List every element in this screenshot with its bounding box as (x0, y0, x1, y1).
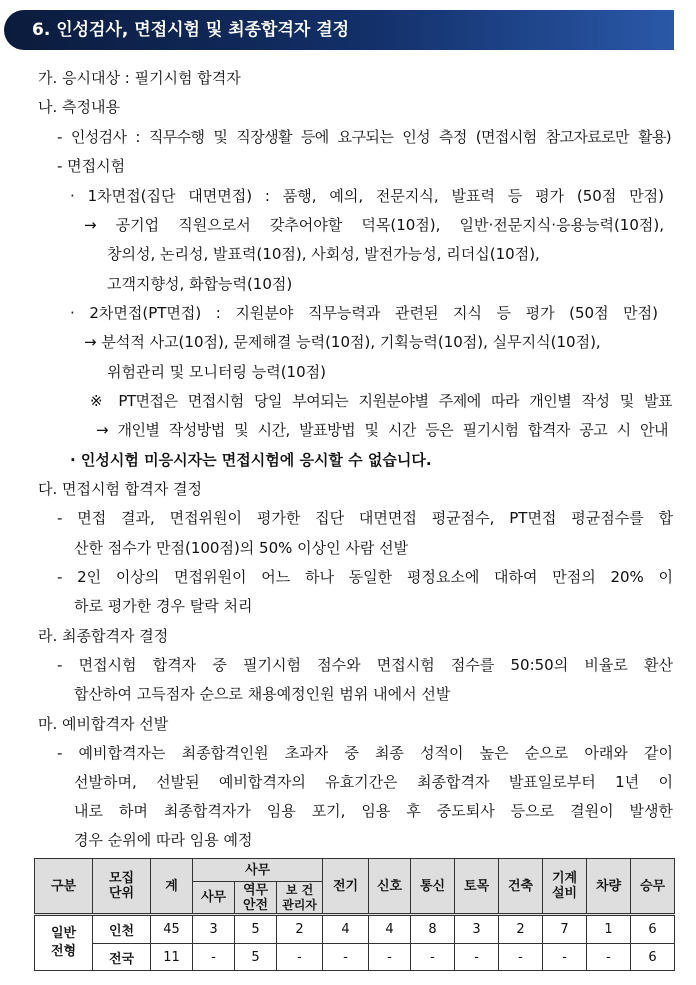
second-interview-line: · 2차면접(PT면접) : 지원분야 직무능력과 관련된 지식 등 평가 (50점 만점) (70, 304, 658, 322)
reserve-rule-d: 경우 순위에 따라 임용 예정 (74, 831, 253, 849)
final-pass-rule-a: - 면접시험 합격자 중 필기시험 점수와 면접시험 점수를 50:50의 비율로 환산 (57, 656, 673, 674)
section-header-bar (4, 10, 674, 50)
pt-note-line: ※ PT면접은 면접시험 당일 부여되는 지원분야별 주제에 따라 개인별 작성 및 발표 (90, 392, 672, 410)
value-cell: 5 (235, 915, 277, 944)
first-interview-criteria-2: 창의성, 논리성, 발표력(10점), 사회성, 발전가능성, 리더십(10점), (107, 245, 540, 263)
reserve-rule-c: 내로 하며 최종합격자가 임용 포기, 임용 후 중도퇴사 등으로 결원이 발생한 (74, 802, 673, 820)
value-cell: 4 (323, 915, 369, 944)
interview-pass-rule-1a: - 면접 결과, 면접위원이 평가한 집단 대면면접 평균점수, PT면접 평균점수를 합 (57, 509, 673, 527)
table-row (35, 915, 675, 944)
value-cell: 5 (235, 944, 277, 971)
value-cell: 1 (587, 915, 631, 944)
header-office-group: 사무 (193, 859, 323, 882)
header-telecom: 통신 (411, 859, 455, 915)
recruitment-quota-table (34, 858, 675, 971)
table-row (35, 944, 675, 971)
value-cell: - (587, 944, 631, 971)
value-cell: 6 (631, 944, 675, 971)
first-interview-criteria-3: 고객지향성, 화합능력(10점) (107, 275, 293, 293)
value-cell: - (369, 944, 411, 971)
first-interview-line: · 1차면접(집단 대면면접) : 품행, 예의, 전문지식, 발표력 등 평가 (50점 만점) (70, 187, 664, 205)
header-health-manager: 보 건 관리자 (277, 882, 323, 915)
header-architecture: 건축 (499, 859, 543, 915)
header-station-safety: 역무 안전 (235, 882, 277, 915)
value-cell: 6 (631, 915, 675, 944)
value-cell: - (277, 944, 323, 971)
reserve-rule-a: - 예비합격자는 최종합격인원 초과자 중 최종 성적이 높은 순으로 아래와 같이 (57, 744, 673, 762)
first-interview-criteria-1: → 공기업 직원으로서 갖추어야할 덕목(10점), 일반·전문지식·응용능력(10점), (84, 216, 664, 234)
reserve-rule-b: 선발하며, 선발된 예비합격자의 유효기간은 최종합격자 발표일로부터 1년 이 (74, 773, 673, 791)
header-crew: 승무 (631, 859, 675, 915)
header-category: 구분 (35, 859, 93, 915)
reserve-heading: 마. 예비합격자 선발 (38, 715, 169, 733)
header-office: 사무 (193, 882, 235, 915)
personality-test-line: - 인성검사 : 직무수행 및 직장생활 등에 요구되는 인성 측정 (면접시험 참고자료로만 활용) (57, 128, 671, 146)
header-electric: 전기 (323, 859, 369, 915)
interview-pass-rule-2b: 하로 평가한 경우 탈락 처리 (74, 597, 253, 615)
header-signal: 신호 (369, 859, 411, 915)
value-cell: - (543, 944, 587, 971)
value-cell: 11 (151, 944, 193, 971)
second-interview-criteria-2: 위험관리 및 모니터링 능력(10점) (107, 363, 326, 381)
header-total: 계 (151, 859, 193, 915)
unit-cell: 전국 (93, 944, 151, 971)
value-cell: - (499, 944, 543, 971)
interview-heading: - 면접시험 (57, 157, 126, 175)
value-cell: 2 (277, 915, 323, 944)
value-cell: - (193, 944, 235, 971)
interview-pass-rule-2a: - 2인 이상의 면접위원이 어느 하나 동일한 평정요소에 대하여 만점의 20% 이 (57, 568, 673, 586)
value-cell: 2 (499, 915, 543, 944)
header-vehicle: 차량 (587, 859, 631, 915)
value-cell: - (323, 944, 369, 971)
second-interview-criteria-1: → 분석적 사고(10점), 문제해결 능력(10점), 기획능력(10점), 실무지식(10점), (84, 333, 601, 351)
value-cell: - (455, 944, 499, 971)
value-cell: 4 (369, 915, 411, 944)
section-title: 6. 인성검사, 면접시험 및 최종합격자 결정 (32, 20, 350, 40)
header-unit: 모집 단위 (93, 859, 151, 915)
interview-pass-rule-1b: 산한 점수가 만점(100점)의 50% 이상인 사람 선발 (74, 539, 409, 557)
notice-bold-line: · 인성시험 미응시자는 면접시험에 응시할 수 없습니다. (70, 451, 432, 469)
header-mechanical: 기계 설비 (543, 859, 587, 915)
value-cell: 3 (455, 915, 499, 944)
interview-pass-heading: 다. 면접시험 합격자 결정 (38, 480, 202, 498)
value-cell: - (411, 944, 455, 971)
value-cell: 7 (543, 915, 587, 944)
header-civil: 토목 (455, 859, 499, 915)
measurement-heading: 나. 측정내용 (38, 98, 120, 116)
pt-guide-line: → 개인별 작성방법 및 시간, 발표방법 및 시간 등은 필기시험 합격자 공고 시 안내 (96, 421, 668, 439)
category-cell: 일반 전형 (35, 915, 93, 971)
target-heading: 가. 응시대상 : 필기시험 합격자 (38, 69, 241, 87)
final-pass-rule-b: 합산하여 고득점자 순으로 채용예정인원 범위 내에서 선발 (74, 685, 451, 703)
value-cell: 45 (151, 915, 193, 944)
value-cell: 3 (193, 915, 235, 944)
final-pass-heading: 라. 최종합격자 결정 (38, 627, 169, 645)
unit-cell: 인천 (93, 915, 151, 944)
value-cell: 8 (411, 915, 455, 944)
